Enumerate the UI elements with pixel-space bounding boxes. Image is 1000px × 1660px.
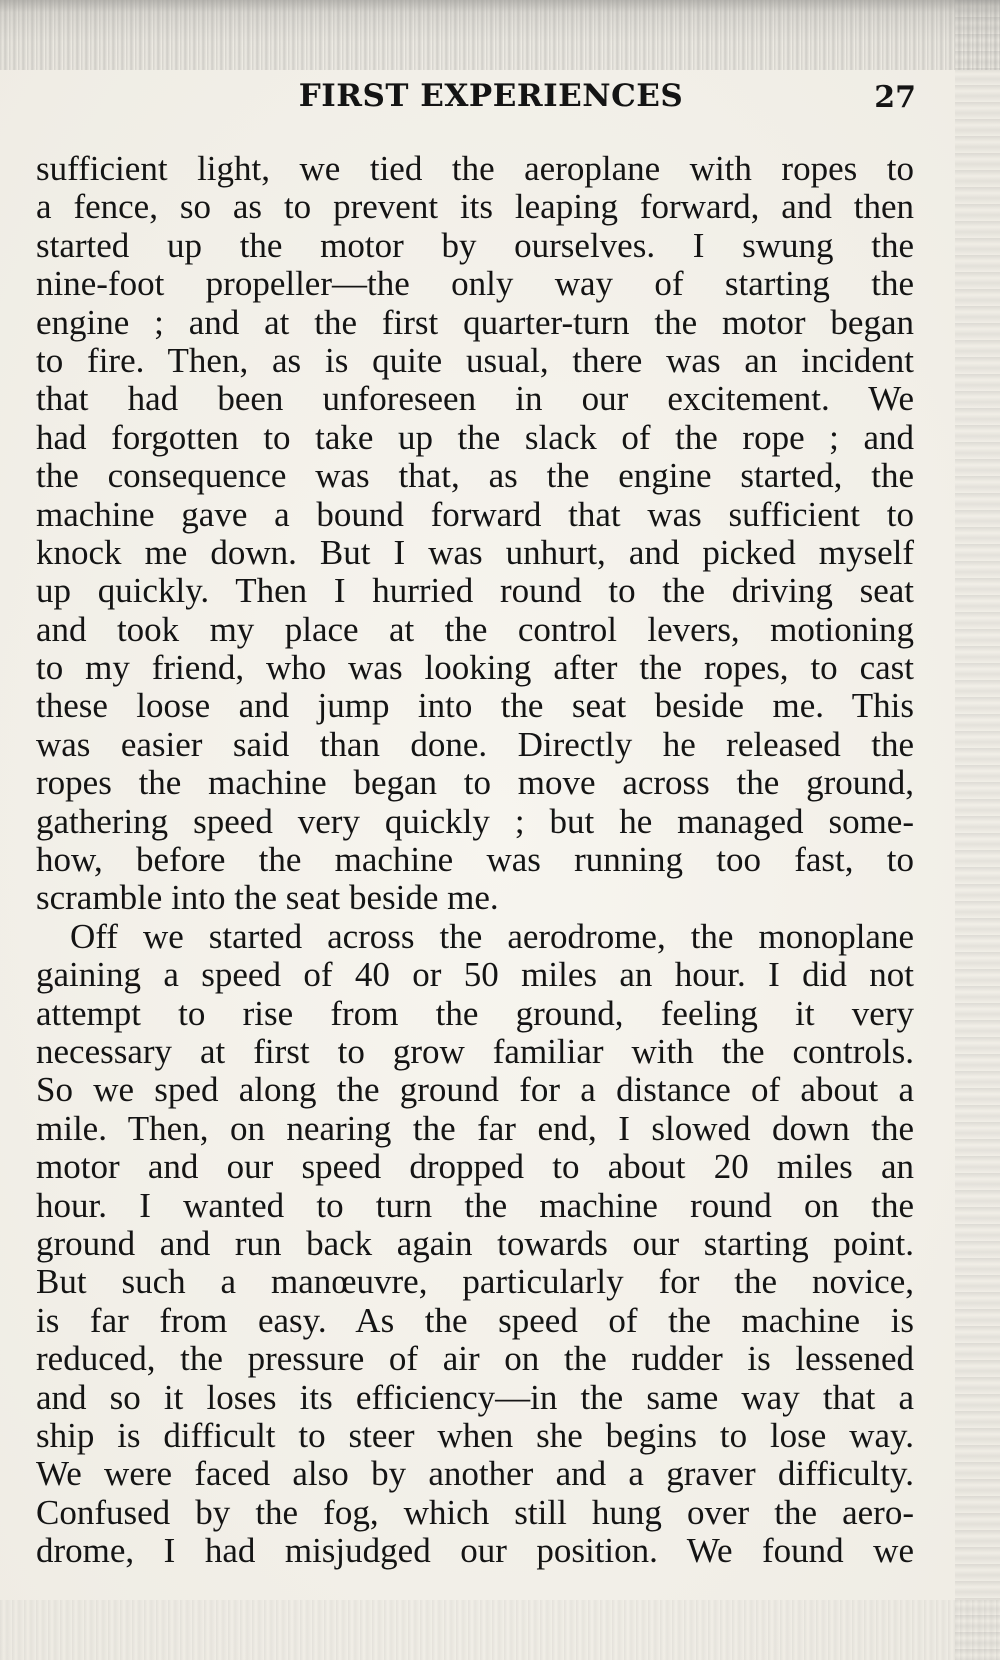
text-line: hour. I wanted to turn the machine round on the [36, 1185, 914, 1225]
scan-noise-bottom [0, 1600, 1000, 1660]
text-line: to fire. Then, as is quite usual, there was an incident [36, 340, 914, 380]
text-line: gaining a speed of 40 or 50 miles an hour. I did not [36, 955, 914, 995]
paragraph-1 [36, 150, 914, 918]
page-number: 27 [874, 80, 916, 115]
text-line: Confused by the fog, which still hung over the aero- [36, 1492, 914, 1532]
text-line: a fence, so as to prevent its leaping forward, and then [36, 187, 914, 227]
page-header [36, 78, 916, 126]
scan-noise-top [0, 0, 1000, 70]
text-line: attempt to rise from the ground, feeling it very [36, 993, 914, 1033]
running-title: FIRST EXPERIENCES [298, 78, 684, 114]
text-line: started up the motor by ourselves. I swung the [36, 225, 914, 265]
text-line: the consequence was that, as the engine started, the [36, 456, 914, 496]
text-line: and took my place at the control levers, motioning [36, 609, 914, 649]
text-line: scramble into the seat beside me. [36, 878, 499, 918]
text-line: mile. Then, on nearing the far end, I slowed down the [36, 1108, 914, 1148]
text-line: We were faced also by another and a graver difficulty. [36, 1454, 914, 1494]
text-line: sufficient light, we tied the aeroplane with ropes to [36, 149, 914, 188]
text-line: ropes the machine began to move across the ground, [36, 763, 914, 803]
text-line: necessary at first to grow familiar with the controls. [36, 1031, 914, 1071]
text-line: So we sped along the ground for a distance of about a [36, 1070, 914, 1110]
text-line: how, before the machine was running too fast, to [36, 840, 914, 880]
text-line: ship is difficult to steer when she begins to lose way. [36, 1415, 914, 1455]
text-line: knock me down. But I was unhurt, and picked myself [36, 532, 914, 572]
text-line: to my friend, who was looking after the ropes, to cast [36, 648, 914, 688]
text-line: nine-foot propeller—the only way of starting the [36, 264, 914, 304]
text-line: engine ; and at the first quarter-turn the motor began [36, 302, 914, 342]
text-line: that had been unforeseen in our excitement. We [36, 379, 914, 419]
text-line: ground and run back again towards our starting point. [36, 1223, 914, 1263]
text-line: gathering speed very quickly ; but he managed some- [36, 801, 914, 841]
text-line: was easier said than done. Directly he released the [36, 724, 914, 764]
paragraph-2 [36, 918, 914, 1571]
text-line: motor and our speed dropped to about 20 miles an [36, 1147, 914, 1187]
text-line: reduced, the pressure of air on the rudder is lessened [36, 1339, 914, 1379]
text-line: drome, I had misjudged our position. We found we [36, 1531, 914, 1571]
text-line: Off we started across the aerodrome, the monoplane [70, 916, 914, 956]
body-text [36, 150, 914, 1570]
text-line: these loose and jump into the seat beside me. This [36, 686, 914, 726]
text-line: machine gave a bound forward that was sufficient to [36, 494, 914, 534]
text-line: But such a manœuvre, particularly for the novice, [36, 1262, 914, 1302]
text-line: had forgotten to take up the slack of the rope ; and [36, 417, 914, 457]
text-line: and so it loses its efficiency—in the same way that a [36, 1377, 914, 1417]
text-line: is far from easy. As the speed of the machine is [36, 1300, 914, 1340]
scan-noise-right-edge [955, 0, 1000, 1660]
text-line: up quickly. Then I hurried round to the driving seat [36, 571, 914, 611]
